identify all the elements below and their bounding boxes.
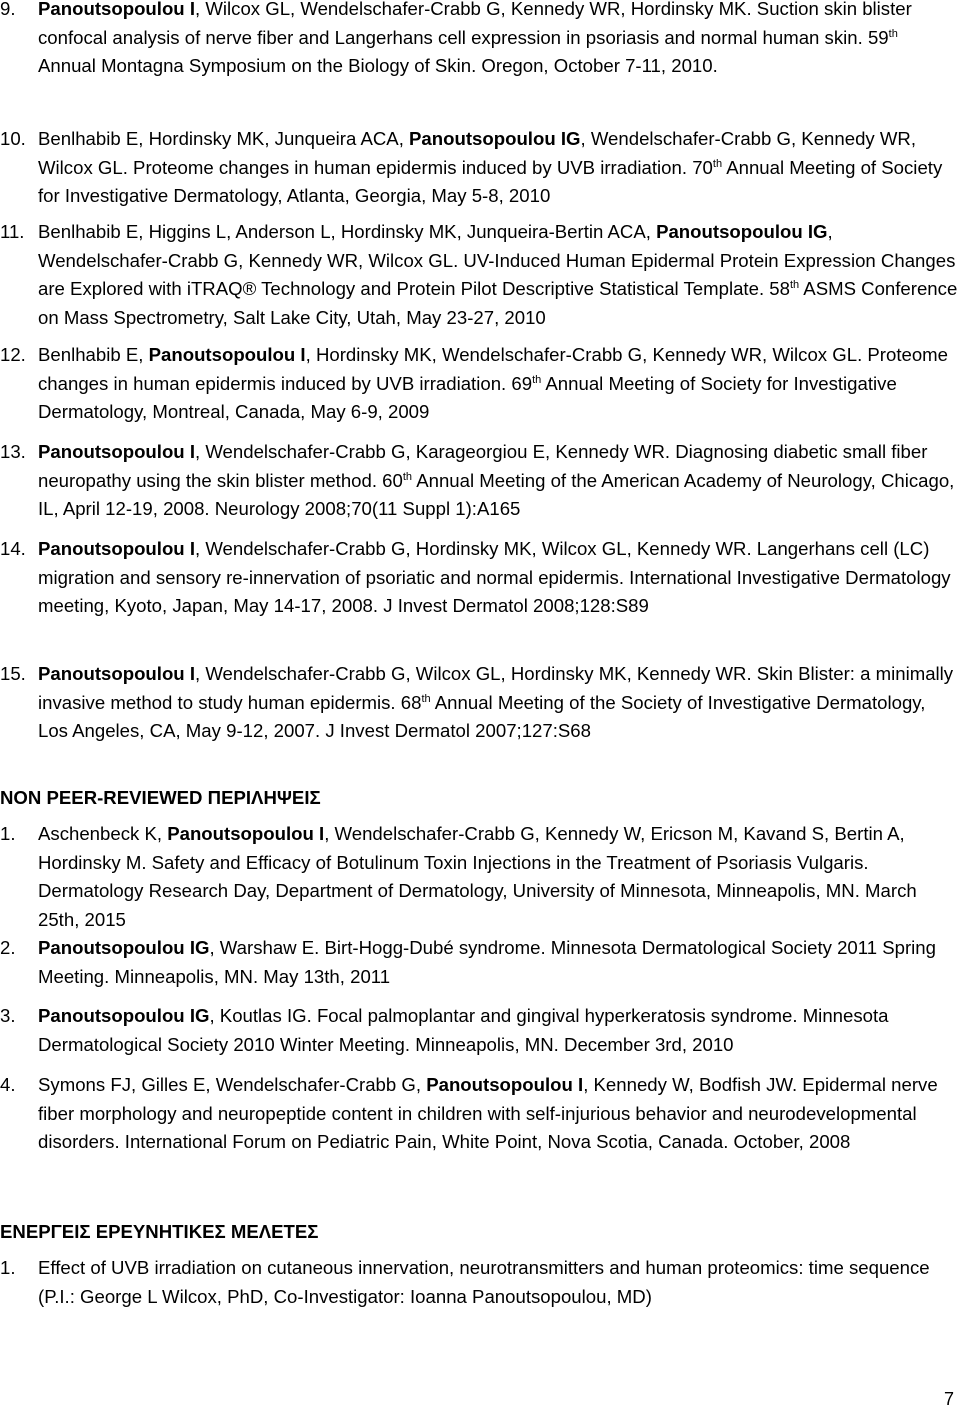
author-highlight: Panoutsopoulou I <box>38 441 195 462</box>
entry-number: 1. <box>0 1257 16 1278</box>
abstract-entry-10 <box>0 125 958 211</box>
abstract-entry-14 <box>0 535 958 621</box>
entry-text: , Kennedy W, Bodfish JW. Epidermal nerve fiber morphology and neuropeptide content in children with self-injurious behavior and neurodevelopmental disorders. International Forum on Pediatric Pain, White Point, Nova Scotia, Canada. October, 2008 <box>38 1074 938 1153</box>
entry-text: , Koutlas IG. Focal palmoplantar and gingival hyperkeratosis syndrome. Minnesota Dermatological Society 2010 Winter Meeting. Minneapolis, MN. December 3rd, 2010 <box>38 1005 889 1055</box>
entry-number: 13. <box>0 441 26 462</box>
entry-number: 2. <box>0 937 16 958</box>
author-highlight: Panoutsopoulou IG <box>409 128 581 149</box>
ordinal-suffix: th <box>421 692 431 705</box>
entry-text-cont: Annual Meeting of Society for Investigative Dermatology, Montreal, Canada, May 6-9, 2009 <box>38 372 897 423</box>
section-heading-non-peer: NON PEER-REVIEWED ΠΕΡΙΛΗΨΕΙΣ <box>0 787 321 808</box>
author-highlight: Panoutsopoulou IG <box>38 937 210 958</box>
author-highlight: Panoutsopoulou IG <box>38 1005 210 1026</box>
ordinal-suffix: th <box>789 279 800 292</box>
entry-authors: Benlhabib E, Higgins L, Anderson L, Hordinsky MK, Junqueira-Bertin ACA, <box>38 221 657 242</box>
page-number: 7 <box>943 1389 954 1409</box>
entry-text: , Wendelschafer-Crabb G, Kennedy W, Ericson M, Kavand S, Bertin A, Hordinsky M. Safety and Efficacy of Botulinum Toxin Injections in the Treatment of Psoriasis Vulgaris. Dermatology Research Day, Department of Dermatology, University of Minnesota, Minneapolis, MN. March 25th, 2015 <box>38 823 917 931</box>
entry-text-cont: ASMS Conference on Mass Spectrometry, Salt Lake City, Utah, May 23-27, 2010 <box>38 278 958 329</box>
non-peer-entry-1 <box>0 820 958 935</box>
entry-number: 4. <box>0 1074 16 1095</box>
entry-number: 12. <box>0 344 26 365</box>
entry-authors: Aschenbeck K, <box>38 823 168 844</box>
entry-number: 9. <box>0 0 16 19</box>
abstract-entry-9 <box>0 0 958 81</box>
ordinal-suffix: th <box>712 157 723 170</box>
abstract-entry-15 <box>0 660 958 746</box>
author-highlight: Panoutsopoulou I <box>167 823 325 844</box>
abstract-entry-12 <box>0 341 958 427</box>
entry-number: 11. <box>0 221 25 242</box>
author-highlight: Panoutsopoulou I <box>38 0 195 19</box>
entry-number: 3. <box>0 1005 16 1026</box>
author-highlight: Panoutsopoulou IG <box>656 221 828 242</box>
entry-text: , Wendelschafer-Crabb G, Karageorgiou E, Kennedy WR. Diagnosing diabetic small fiber neuropathy using the skin blister method. 60 <box>38 441 928 491</box>
non-peer-entry-3 <box>0 1002 958 1059</box>
author-highlight: Panoutsopoulou I <box>148 344 306 365</box>
entry-number: 14. <box>0 538 26 559</box>
abstract-entry-11 <box>0 218 958 333</box>
entry-text: , Wendelschafer-Crabb G, Kennedy WR, Wilcox GL. Proteome changes in human epidermis induced by UVB irradiation. 70 <box>38 128 917 178</box>
non-peer-entry-2 <box>0 934 958 991</box>
non-peer-entry-4 <box>0 1071 958 1157</box>
entry-authors: Symons FJ, Gilles E, Wendelschafer-Crabb G, <box>38 1074 427 1095</box>
entry-text: , Warshaw E. Birt-Hogg-Dubé syndrome. Minnesota Dermatological Society 2011 Spring Meeting. Minneapolis, MN. May 13th, 2011 <box>38 937 936 987</box>
ordinal-suffix: th <box>888 27 898 40</box>
entry-text: , Wilcox GL, Wendelschafer-Crabb G, Kennedy WR, Hordinsky MK. Suction skin blister confocal analysis of nerve fiber and Langerhans cell expression in psoriasis and normal human skin. 59 <box>38 0 912 48</box>
author-highlight: Panoutsopoulou I <box>426 1074 584 1095</box>
abstract-entry-13 <box>0 438 958 524</box>
entry-text-cont: Annual Meeting of the Society of Investigative Dermatology, Los Angeles, CA, May 9-12, 2007. J Invest Dermatol 2007;127:S68 <box>38 691 926 742</box>
entry-text-cont: Annual Meeting of Society for Investigative Dermatology, Atlanta, Georgia, May 5-8, 2010 <box>38 156 943 207</box>
ordinal-suffix: th <box>532 373 542 386</box>
entry-authors: Benlhabib E, Hordinsky MK, Junqueira ACA, <box>38 128 410 149</box>
entry-text: Effect of UVB irradiation on cutaneous innervation, neurotransmitters and human proteomics: time sequence (P.I.: George L Wilcox, PhD, Co-Investigator: Ioanna Panoutsopoulou, MD) <box>38 1257 930 1307</box>
entry-text-cont: Annual Montagna Symposium on the Biology of Skin. Oregon, October 7-11, 2010. <box>38 55 718 77</box>
entry-text: , Wendelschafer-Crabb G, Hordinsky MK, Wilcox GL, Kennedy WR. Langerhans cell (LC) migration and sensory re-innervation of psoriatic and normal epidermis. International Investigative Dermatology meeting, Kyoto, Japan, May 14-17, 2008. J Invest Dermatol 2008;128:S89 <box>38 538 951 617</box>
entry-text: , Wendelschafer-Crabb G, Kennedy WR, Wilcox GL. UV-Induced Human Epidermal Protein Expression Changes are Explored with iTRAQ® Technology and Protein Pilot Descriptive Statistical Template. 58 <box>38 221 956 300</box>
entry-text: , Hordinsky MK, Wendelschafer-Crabb G, Kennedy WR, Wilcox GL. Proteome changes in human epidermis induced by UVB irradiation. 69 <box>38 344 949 394</box>
entry-text: , Wendelschafer-Crabb G, Wilcox GL, Hordinsky MK, Kennedy WR. Skin Blister: a minimally invasive method to study human epidermis. 68 <box>38 663 954 713</box>
entry-authors: Benlhabib E, <box>38 344 149 365</box>
author-highlight: Panoutsopoulou I <box>38 538 195 559</box>
entry-number: 15. <box>0 663 26 684</box>
author-highlight: Panoutsopoulou I <box>38 663 195 684</box>
section-heading-research: ΕΝΕΡΓΕΙΣ ΕΡΕΥΝΗΤΙΚΕΣ ΜΕΛΕΤΕΣ <box>0 1221 319 1242</box>
entry-number: 10. <box>0 128 26 149</box>
entry-text-cont: Annual Meeting of the American Academy of Neurology, Chicago, IL, April 12-19, 2008. Neurology 2008;70(11 Suppl 1):A165 <box>38 469 955 520</box>
research-entry-1 <box>0 1254 958 1311</box>
entry-number: 1. <box>0 823 16 844</box>
ordinal-suffix: th <box>402 470 413 483</box>
